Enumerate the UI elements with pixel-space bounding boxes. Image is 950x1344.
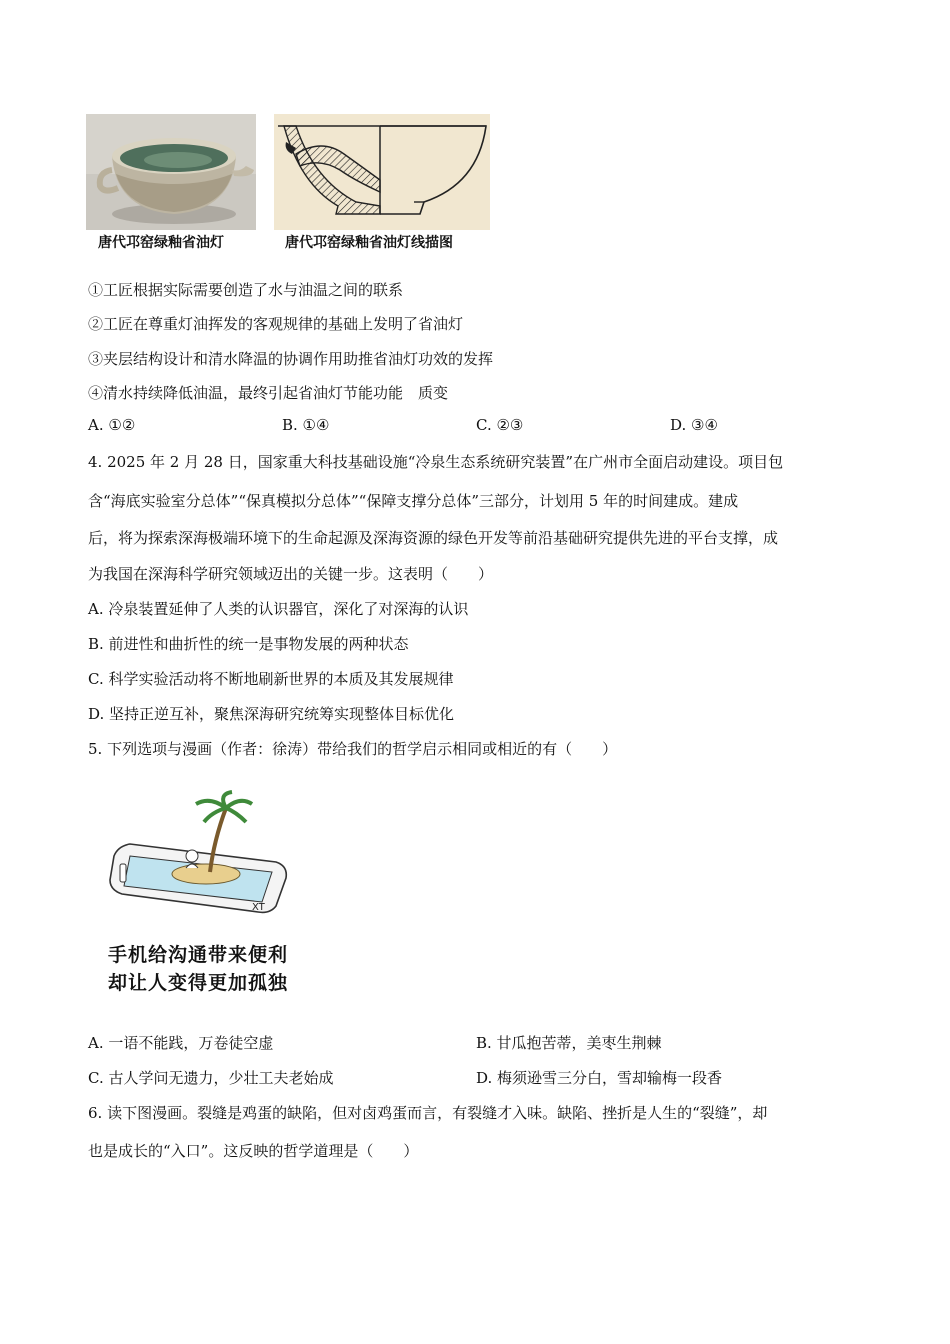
q3-option-d: D. ③④ [670,416,718,434]
q5-option-b: B. 甘瓜抱苦蒂，美枣生荆棘 [476,1034,662,1052]
q6-stem-line-2: 也是成长的“入口”。这反映的哲学道理是（ ） [88,1142,419,1160]
q3-statement-2: ②工匠在尊重灯油挥发的客观规律的基础上发明了省油灯 [88,315,464,333]
lamp-photo-caption: 唐代邛窑绿釉省油灯 [98,235,224,251]
cartoon-caption-line-2: 却让人变得更加孤独 [108,972,289,994]
q6-stem-line-1: 6. 读下图漫画。裂缝是鸡蛋的缺陷，但对卤鸡蛋而言，有裂缝才入味。缺陷、挫折是人生的“裂缝”，却 [88,1104,768,1122]
phone-island-cartoon [100,790,300,1000]
q4-stem-line-2: 含“海底实验室分总体”“保真模拟分总体”“保障支撑分总体”三部分，计划用 5 年的时间建成。建成 [88,492,739,510]
q4-stem-line-3: 后，将为探索深海极端环境下的生命起源及深海资源的绿色开发等前沿基础研究提供先进的平台支撑，成 [88,529,779,547]
q3-statement-1: ①工匠根据实际需要创造了水与油温之间的联系 [88,281,404,299]
q3-option-c: C. ②③ [476,416,524,434]
q5-option-c: C. 古人学问无遗力，少壮工夫老始成 [88,1069,334,1087]
cartoon-caption-line-1: 手机给沟通带来便利 [108,944,289,966]
lamp-line-drawing [274,114,490,230]
q5-option-a: A. 一语不能践，万卷徒空虚 [88,1034,274,1052]
q4-stem-line-4: 为我国在深海科学研究领域迈出的关键一步。这表明（ ） [88,565,494,583]
q3-statement-3: ③夹层结构设计和清水降温的协调作用助推省油灯功效的发挥 [88,350,494,368]
cartoon-signature: XT [252,902,265,913]
q3-option-b: B. ①④ [282,416,330,434]
q5-stem: 5. 下列选项与漫画（作者：徐涛）带给我们的哲学启示相同或相近的有（ ） [88,740,618,758]
q4-option-c: C. 科学实验活动将不断地刷新世界的本质及其发展规律 [88,670,454,688]
q5-option-d: D. 梅须逊雪三分白，雪却输梅一段香 [476,1069,723,1087]
q3-statement-4: ④清水持续降低油温，最终引起省油灯节能功能 质变 [88,384,449,402]
q3-option-a: A. ①② [88,416,136,434]
q4-stem-line-1: 4. 2025 年 2 月 28 日，国家重大科技基础设施“冷泉生态系统研究装置”在广州市全面启动建设。项目包 [88,453,784,471]
q4-option-b: B. 前进性和曲折性的统一是事物发展的两种状态 [88,635,409,653]
lamp-drawing-caption: 唐代邛窑绿釉省油灯线描图 [285,235,453,251]
q4-option-d: D. 坚持正逆互补，聚焦深海研究统筹实现整体目标优化 [88,705,455,723]
lamp-photo [86,114,256,230]
q4-option-a: A. 冷泉装置延伸了人类的认识器官，深化了对深海的认识 [88,600,469,618]
